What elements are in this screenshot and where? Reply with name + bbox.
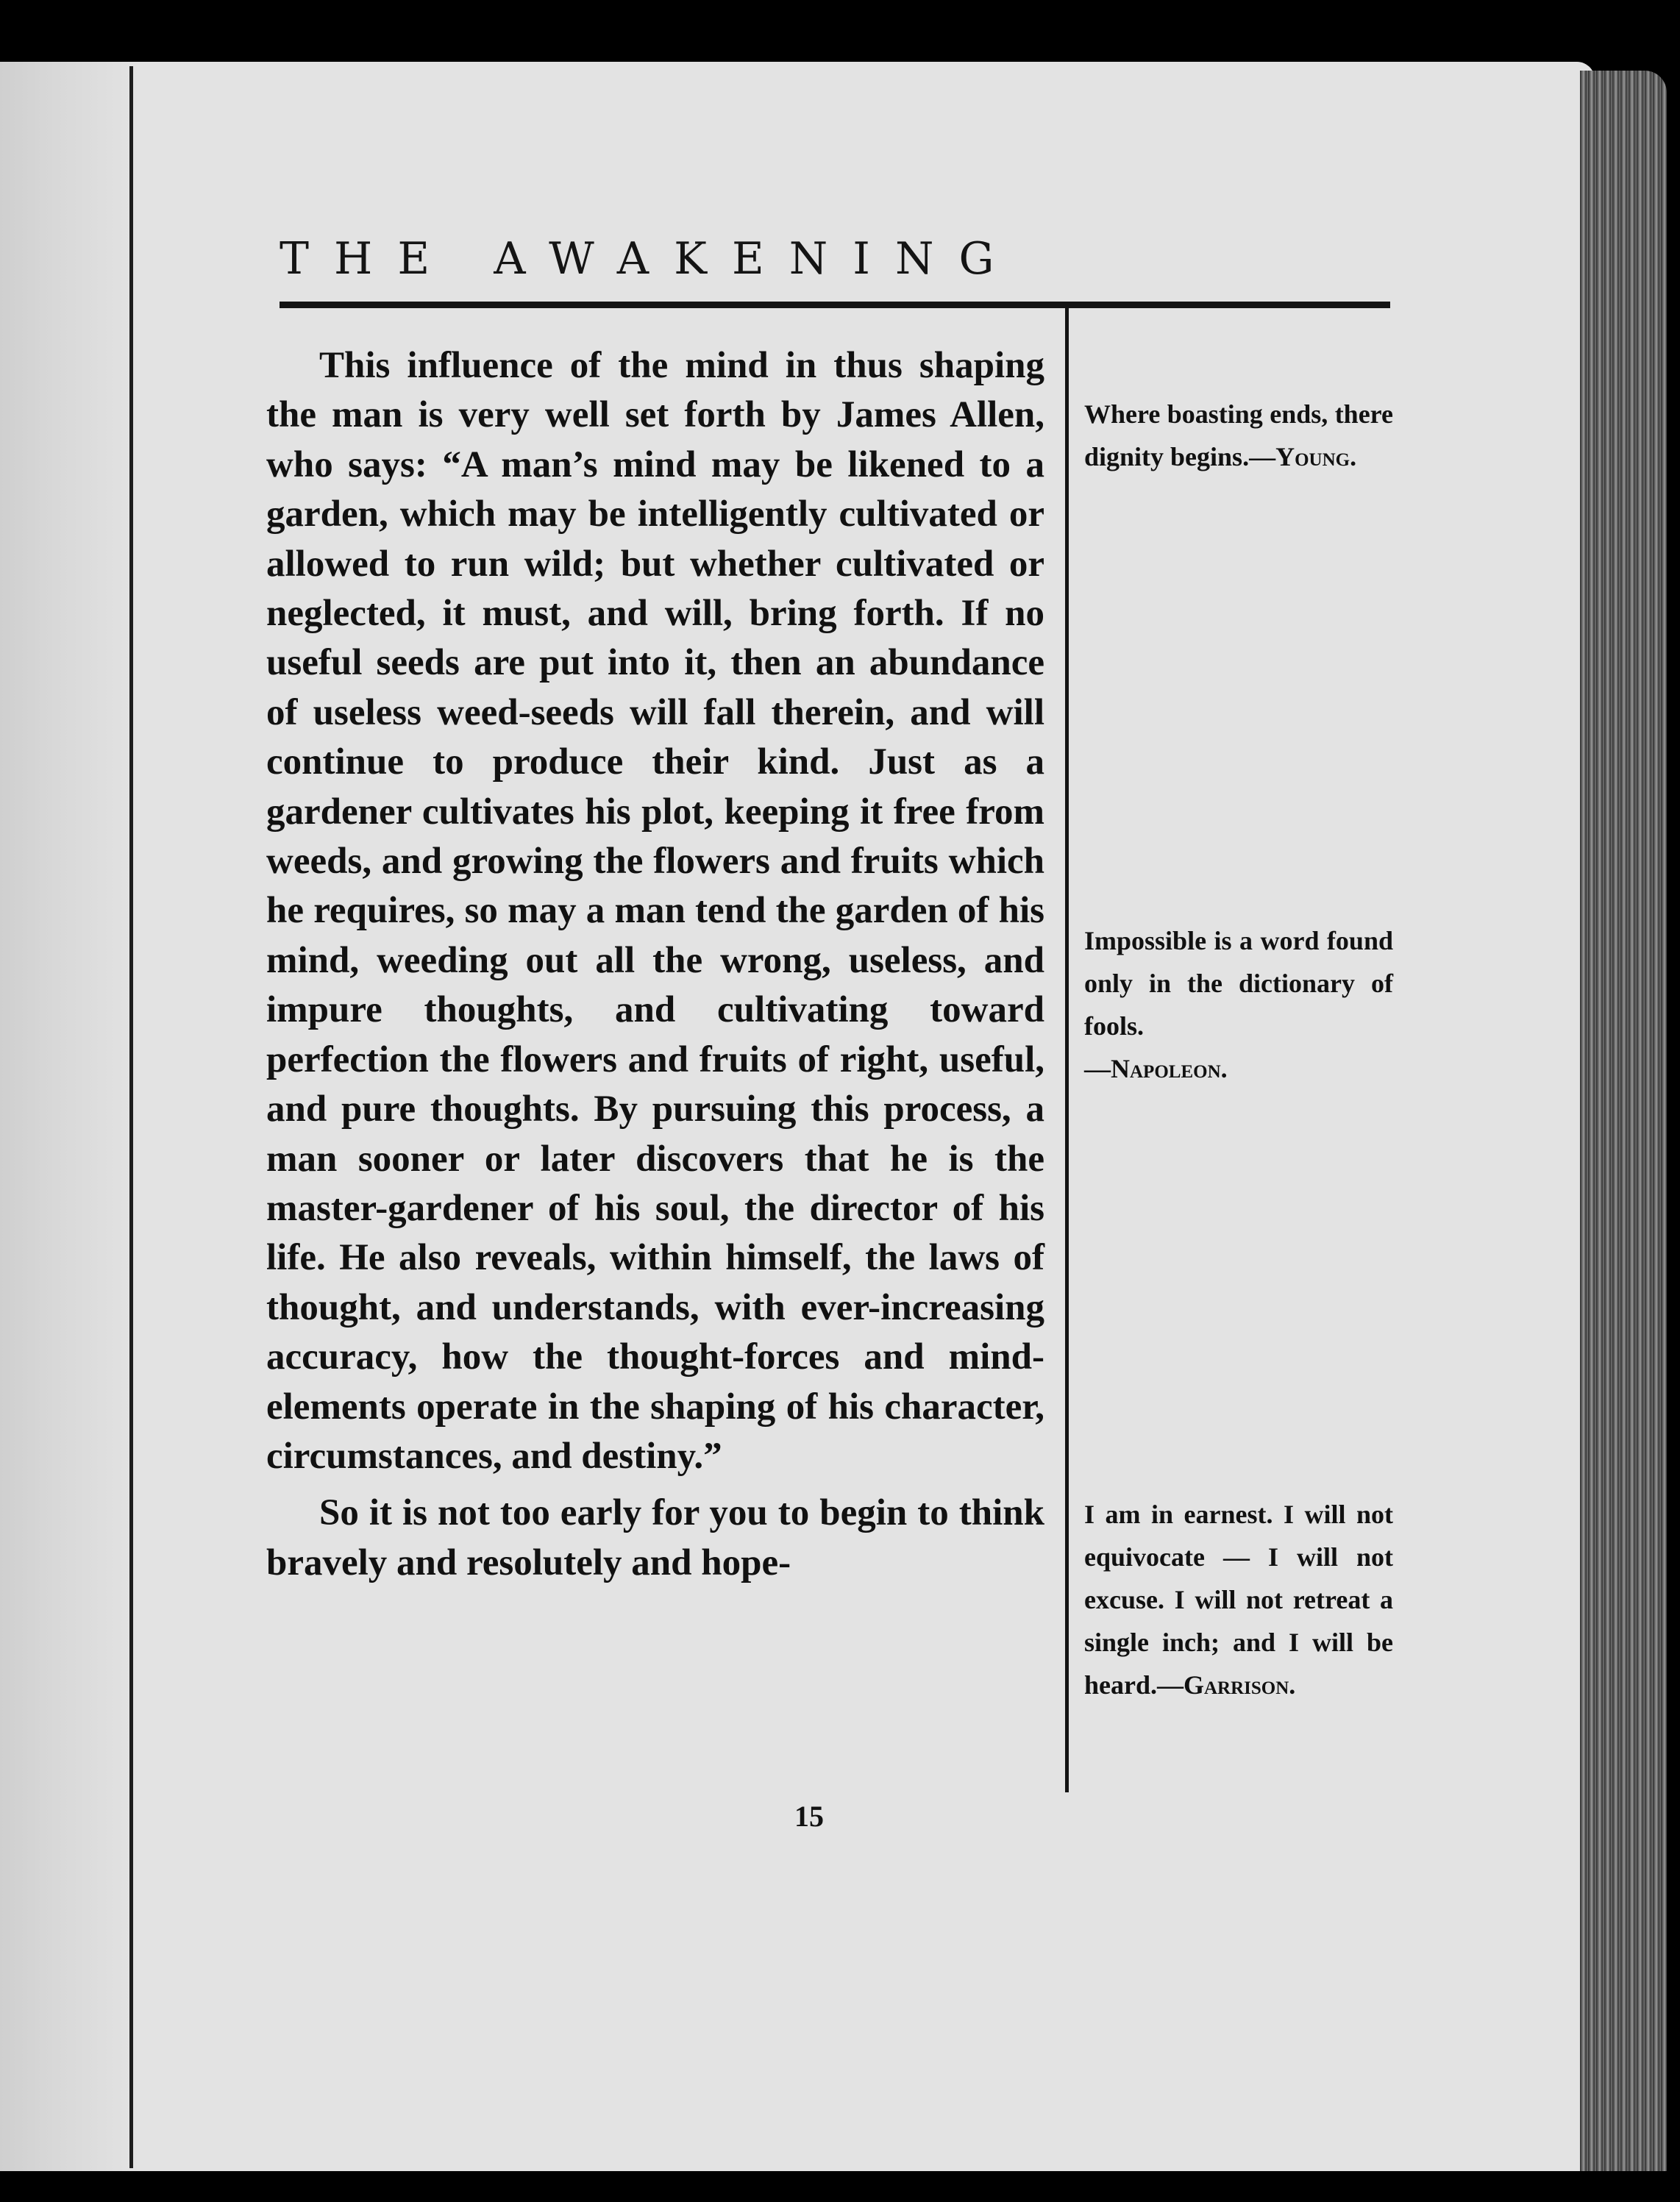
margin-quote <box>1084 919 1393 1090</box>
gutter-shadow <box>0 62 140 2171</box>
margin-quote <box>1084 1493 1393 1706</box>
quote-author: —Napoleon. <box>1084 1054 1228 1083</box>
quote-text: Impossible is a word found only in the dictionary of fools. <box>1084 926 1393 1041</box>
running-head: THE AWAKENING <box>280 233 1019 285</box>
paragraph: So it is not too early for you to begin to think bravely and resolutely and hope- <box>266 1492 1044 1583</box>
gutter-fold-line <box>129 66 133 2168</box>
scan-border <box>0 2171 1680 2202</box>
main-text-column <box>266 341 1044 1588</box>
quote-text: Where boasting ends, there dignity begins. <box>1084 399 1393 471</box>
quote-author: —Young. <box>1249 442 1357 471</box>
quote-text: I am in earnest. I will not equivocate — I will not excuse. I will not retreat a single inch; and I will be heard. <box>1084 1500 1393 1700</box>
column-divider <box>1065 308 1069 1792</box>
margin-quote <box>1084 393 1393 478</box>
quote-author: —Garrison. <box>1157 1670 1296 1700</box>
header-rule <box>280 302 1390 308</box>
page-fore-edge <box>1580 71 1667 2171</box>
paragraph: This influence of the mind in thus shaping the man is very well set forth by James Allen, who says: “A man’s mind may be likened to a garden, which may be intelligently cultivated or allowed to run wild; but whether cultivated or neglected, it must, and will, bring forth. If no useful seeds are put into it, then an abundance of useless weed-seeds will fall therein, and will continue to produce their kind. Just as a gardener cultivates his plot, keeping it free from weeds, and growing the flowers and fruits which he requires, so may a man tend the garden of his mind, weeding out all the wrong, useless, and impure thoughts, and cultivating toward perfection the flowers and fruits of right, useful, and pure thoughts. By pursuing this process, a man sooner or later discovers that he is the master-gardener of his soul, the director of his life. He also reveals, within himself, the laws of thought, and understands, with ever-increasing accuracy, how the thought-forces and mind-elements operate in the shaping of his character, circumstances, and destiny.” <box>266 345 1044 1477</box>
page-number: 15 <box>794 1800 824 1833</box>
